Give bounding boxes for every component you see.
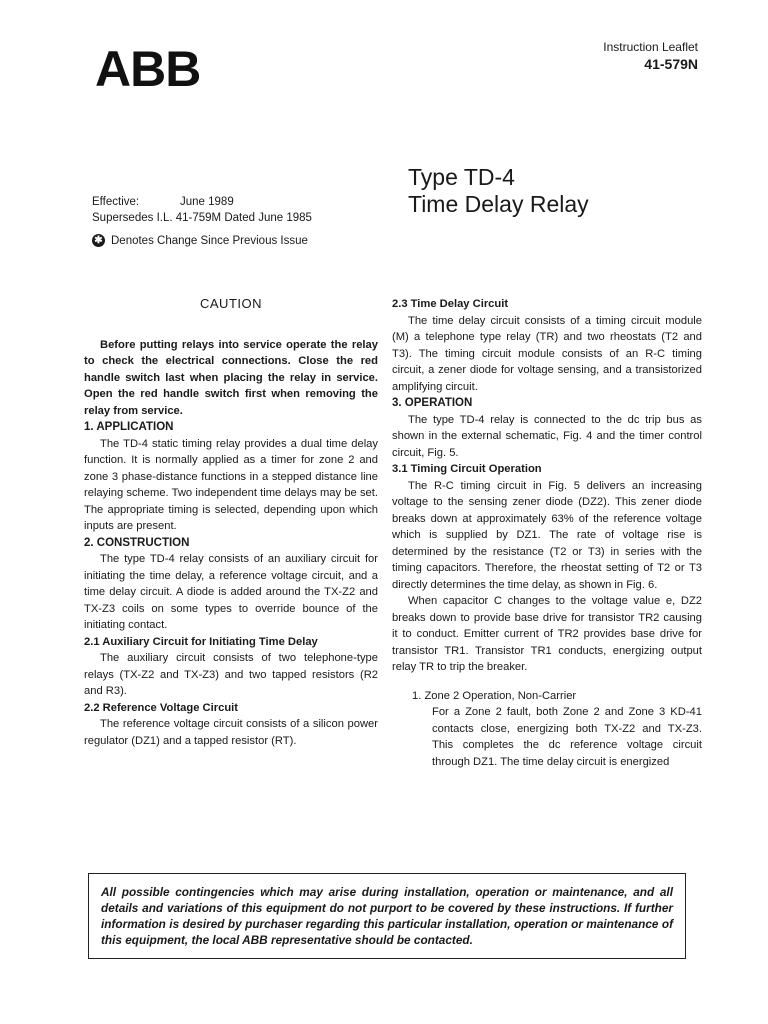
section-2-2-heading: 2.2 Reference Voltage Circuit: [84, 701, 238, 714]
section-2-3-heading: 2.3 Time Delay Circuit: [392, 298, 509, 310]
effective-date: June 1989: [180, 196, 234, 208]
change-note-text: Denotes Change Since Previous Issue: [111, 234, 308, 247]
section-3-text: The type TD-4 relay is connected to the dc trip bus as shown in the external schematic, Fig. 4 and the timer control circuit, Fig. 5.: [392, 413, 702, 459]
document-type: Type TD-4: [408, 164, 515, 190]
abb-logo: ABB: [95, 41, 201, 97]
section-2-1-text: The auxiliary circuit consists of two telephone-type relays (TX-Z2 and TX-Z3) and two tapped resistors (R2 and R3).: [84, 652, 378, 697]
section-3-1-text-1: The R-C timing circuit in Fig. 5 delivers an increasing voltage to the sensing zener diode (DZ2). This zener diode breaks down at approximately 63% of the reference voltage which is supplied by DZ1. The rate of voltage rise is determined by the resistance (T2 or T3) in series with the timing capacitors. Therefore, the rheostat setting of T2 or T3 directly determines the time delay, as shown in Fig. 6.: [392, 479, 702, 591]
caution-heading: CAUTION: [200, 296, 262, 311]
section-2-heading: 2. CONSTRUCTION: [84, 536, 190, 549]
document-title: Time Delay Relay: [408, 191, 589, 217]
section-2-2-text: The reference voltage circuit consists of a silicon power regulator (DZ1) and a tapped resistor (RT).: [84, 718, 378, 747]
section-2-text: The type TD-4 relay consists of an auxiliary circuit for initiating the time delay, a reference voltage circuit, and a time delay circuit. A diode is added around the TX-Z2 and TX-Z3 coils on some types to override bounce of the initiating contact.: [84, 553, 378, 631]
section-2-3-text: The time delay circuit consists of a timing circuit module (M) a telephone type relay (TR) and two rheostats (T2 and T3). The timing circuit module consists of an R-C timing circuit, a zener diode for voltage sensing, and a transistorized amplifying circuit.: [392, 314, 702, 393]
section-2-1-heading: 2.1 Auxiliary Circuit for Initiating Time Delay: [84, 635, 318, 648]
right-column: [392, 296, 702, 770]
change-marker-icon: ✱: [92, 234, 105, 247]
section-3-heading: 3. OPERATION: [392, 397, 473, 409]
list-item-zone-2-heading: 1. Zone 2 Operation, Non-Carrier: [412, 689, 577, 702]
supersedes-line: Supersedes I.L. 41-759M Dated June 1985: [92, 212, 312, 224]
left-column: [84, 296, 378, 749]
section-1-heading: 1. APPLICATION: [84, 421, 174, 433]
section-1-text: The TD-4 static timing relay provides a dual time delay function. It is normally applied as a timer for zone 2 and zone 3 phase-distance functions in a stepped distance line relaying scheme. Two independent time delays may be set. The appropriate timing is selected, depending upon which inputs are present.: [84, 437, 378, 532]
section-3-1-heading: 3.1 Timing Circuit Operation: [392, 463, 542, 475]
leaflet-number: 41-579N: [644, 56, 698, 72]
caution-text: Before putting relays into service operate the relay to check the electrical connections. Close the red handle switch last when placing the relay in service. Open the red handle switch first when removing the relay from service.: [84, 338, 378, 417]
disclaimer-box: All possible contingencies which may arise during installation, operation or maintenance, and all details and variations of this equipment do not purport to be covered by these instructions. If further information is desired by purchaser regarding this particular installation, operation or maintenance of this equipment, the local ABB representative should be contacted.: [88, 873, 686, 959]
leaflet-label: Instruction Leaflet: [603, 40, 698, 54]
section-3-1-text-2: When capacitor C changes to the voltage value e, DZ2 breaks down to provide base drive for transistor TR2 causing it to conduct. Emitter current of TR2 provides base drive for transistor TR1. Transistor TR1 conducts, energizing output relay TR to trip the breaker.: [392, 595, 702, 673]
change-note: [92, 234, 308, 247]
effective-block: [92, 194, 312, 226]
list-item-zone-2-text: For a Zone 2 fault, both Zone 2 and Zone 3 KD-41 contacts close, energizing both TX-Z2 and TX-Z3. This completes the dc reference voltage circuit through DZ1. The time delay circuit is energized: [432, 706, 702, 768]
effective-label: Effective:: [92, 196, 140, 208]
